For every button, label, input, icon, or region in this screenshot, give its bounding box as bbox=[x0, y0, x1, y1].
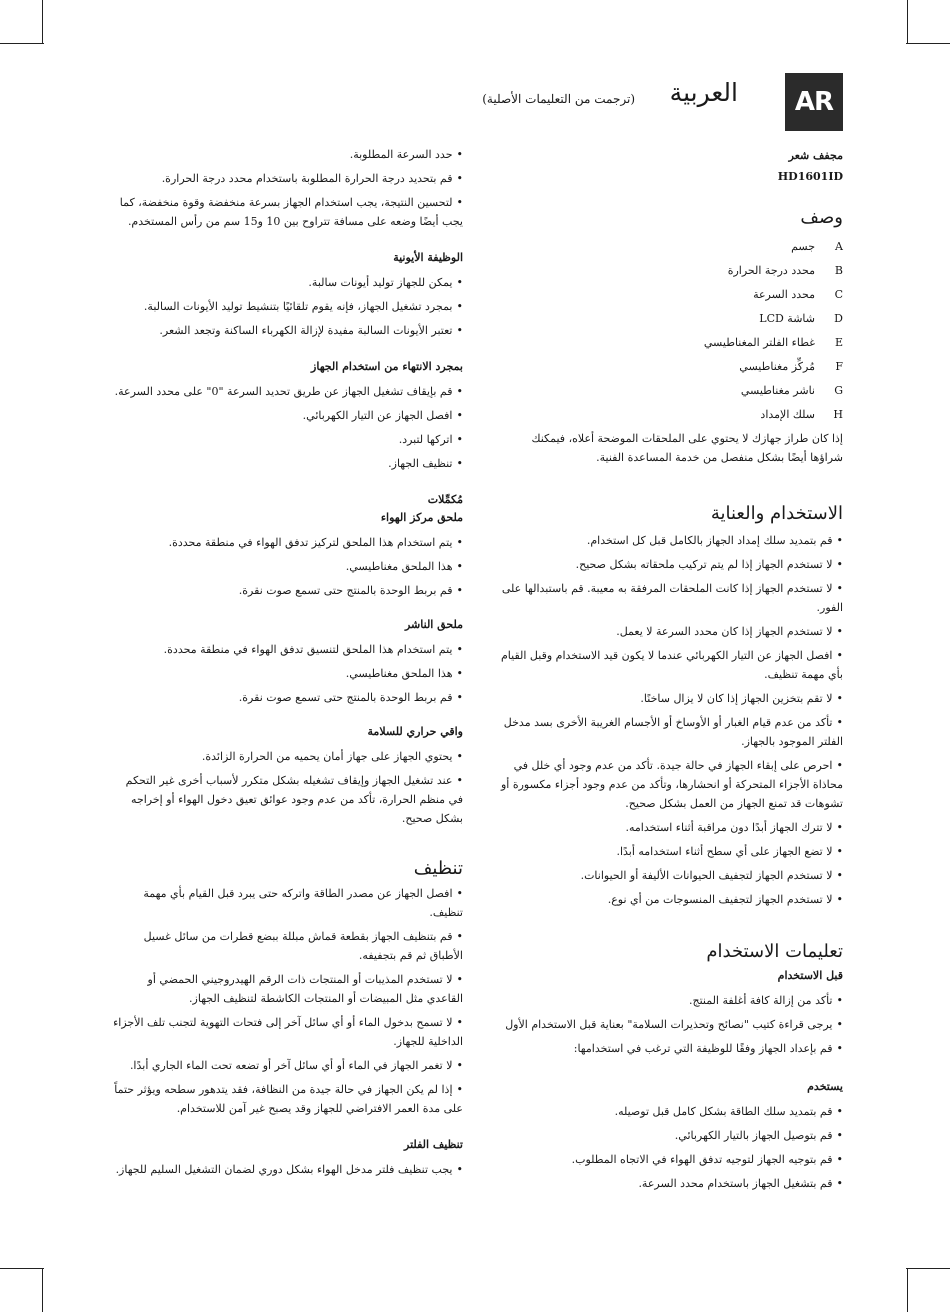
use-title: يستخدم bbox=[807, 1080, 843, 1093]
thermal-safety-title: واقي حراري للسلامة bbox=[367, 725, 463, 738]
care-list bbox=[500, 531, 843, 909]
list-item: • قم بإيقاف تشغيل الجهاز عن طريق تحديد السرعة "0" على محدد السرعة. bbox=[112, 382, 463, 401]
list-item: • قم بتشغيل الجهاز باستخدام محدد السرعة. bbox=[500, 1174, 843, 1193]
list-item: • افصل الجهاز عن التيار الكهربائي عندما لا يكون قيد الاستخدام وقبل القيام بأي مهمة تنظيف. bbox=[500, 646, 843, 684]
part-item bbox=[500, 237, 843, 256]
ionic-list bbox=[112, 273, 463, 340]
translation-note: (ترجمت من التعليمات الأصلية) bbox=[482, 92, 635, 106]
crop-mark bbox=[906, 43, 950, 44]
part-item bbox=[500, 405, 843, 424]
part-name: ناشر مغناطيسي bbox=[740, 384, 815, 397]
settings-list bbox=[112, 145, 463, 231]
list-item: • هذا الملحق مغناطيسي. bbox=[112, 557, 463, 576]
language-badge: AR bbox=[785, 73, 843, 131]
list-item: • قم بتمديد سلك إمداد الجهاز بالكامل قبل كل استخدام. bbox=[500, 531, 843, 550]
list-item: • قم بتحديد درجة الحرارة المطلوبة باستخدام محدد درجة الحرارة. bbox=[112, 169, 463, 188]
list-item: • يجب تنظيف فلتر مدخل الهواء بشكل دوري لضمان التشغيل السليم للجهاز. bbox=[112, 1160, 463, 1179]
list-item: • يحتوي الجهاز على جهاز أمان يحميه من الحرارة الزائدة. bbox=[112, 747, 463, 766]
part-letter: G bbox=[834, 384, 843, 397]
cleaning-title: تنظيف bbox=[413, 858, 463, 879]
list-item: • اتركها لتبرد. bbox=[112, 430, 463, 449]
list-item: • لا تقم بتخزين الجهاز إذا كان لا يزال ساخنًا. bbox=[500, 689, 843, 708]
list-item: • قم بربط الوحدة بالمنتج حتى تسمع صوت نقرة. bbox=[112, 688, 463, 707]
list-item: • تأكد من عدم قيام الغبار أو الأوساخ أو الأجسام الغريبة الأخرى بسد مدخل الفلتر الموجود بالجهاز. bbox=[500, 713, 843, 751]
part-item bbox=[500, 261, 843, 280]
left-column bbox=[112, 145, 463, 1184]
crop-mark bbox=[0, 43, 44, 44]
thermal-safety-list bbox=[112, 747, 463, 828]
filter-cleaning-list bbox=[112, 1160, 463, 1179]
product-model: HD1601ID bbox=[777, 170, 843, 183]
part-letter: A bbox=[835, 240, 843, 253]
part-name: شاشة LCD bbox=[759, 312, 815, 325]
list-item: • افصل الجهاز عن مصدر الطاقة واتركه حتى يبرد قبل القيام بأي مهمة تنظيف. bbox=[112, 884, 463, 922]
right-column bbox=[500, 145, 843, 1198]
list-item: • قم بإعداد الجهاز وفقًا للوظيفة التي ترغب في استخدامها: bbox=[500, 1039, 843, 1058]
list-item: • لتحسين النتيجة، يجب استخدام الجهاز بسرعة منخفضة وقوة منخفضة، كما يجب أيضًا وضعه على مسافة تتراوح بين 10 و15 سم من رأس المستخدم. bbox=[112, 193, 463, 231]
cleaning-list bbox=[112, 884, 463, 1118]
crop-mark bbox=[0, 1268, 44, 1269]
list-item: • قم بتوجيه الجهاز لتوجيه تدفق الهواء في الاتجاه المطلوب. bbox=[500, 1150, 843, 1169]
part-name: محدد درجة الحرارة bbox=[727, 264, 815, 277]
list-item: • قم بربط الوحدة بالمنتج حتى تسمع صوت نقرة. bbox=[112, 581, 463, 600]
after-use-title: بمجرد الانتهاء من استخدام الجهاز bbox=[311, 360, 463, 373]
ionic-title: الوظيفة الأيونية bbox=[393, 251, 463, 264]
part-item bbox=[500, 285, 843, 304]
part-name: جسم bbox=[791, 240, 815, 253]
list-item: • قم بتوصيل الجهاز بالتيار الكهربائي. bbox=[500, 1126, 843, 1145]
after-use-list bbox=[112, 382, 463, 473]
crop-mark bbox=[907, 1268, 908, 1312]
list-item: • يتم استخدام هذا الملحق لتركيز تدفق الهواء في منطقة محددة. bbox=[112, 533, 463, 552]
list-item: • لا تستخدم الجهاز لتجفيف المنسوجات من أي نوع. bbox=[500, 890, 843, 909]
list-item: • لا تستخدم المذيبات أو المنتجات ذات الرقم الهيدروجيني الحمضي أو القاعدي مثل المبيضات أو المنتجات الكاشطة لتنظيف الجهاز. bbox=[112, 970, 463, 1008]
list-item: • تعتبر الأيونات السالبة مفيدة لإزالة الكهرباء الساكنة وتجعد الشعر. bbox=[112, 321, 463, 340]
before-use-list bbox=[500, 991, 843, 1058]
language-title: العربية bbox=[669, 78, 738, 107]
list-item: • لا تستخدم الجهاز لتجفيف الحيوانات الأليفة أو الحيوانات. bbox=[500, 866, 843, 885]
list-item: • يمكن للجهاز توليد أيونات سالبة. bbox=[112, 273, 463, 292]
accessories-note: إذا كان طراز جهازك لا يحتوي على الملحقات الموضحة أعلاه، فيمكنك شراؤها أيضًا بشكل منفصل من خدمة المساعدة الفنية. bbox=[531, 432, 843, 464]
parts-list bbox=[500, 237, 843, 424]
concentrator-title: ملحق مركز الهواء bbox=[380, 511, 463, 524]
part-name: محدد السرعة bbox=[753, 288, 815, 301]
part-letter: E bbox=[834, 336, 843, 349]
part-letter: C bbox=[834, 288, 843, 301]
list-item: • يتم استخدام هذا الملحق لتنسيق تدفق الهواء في منطقة محددة. bbox=[112, 640, 463, 659]
part-item bbox=[500, 309, 843, 328]
list-item: • هذا الملحق مغناطيسي. bbox=[112, 664, 463, 683]
instructions-title: تعليمات الاستخدام bbox=[706, 941, 843, 962]
list-item: • تأكد من إزالة كافة أغلفة المنتج. bbox=[500, 991, 843, 1010]
list-item: • إذا لم يكن الجهاز في حالة جيدة من النظافة، فقد يتدهور سطحه ويؤثر حتماً على مدة العمر الافتراضي للجهاز وقد يصبح غير آمن للاستخدام. bbox=[112, 1080, 463, 1118]
list-item: • تنظيف الجهاز. bbox=[112, 454, 463, 473]
list-item: • لا تستخدم الجهاز إذا كان محدد السرعة لا يعمل. bbox=[500, 622, 843, 641]
diffuser-list bbox=[112, 640, 463, 707]
concentrator-list bbox=[112, 533, 463, 600]
list-item: • لا تسمح بدخول الماء أو أي سائل آخر إلى فتحات التهوية لتجنب تلف الأجزاء الداخلية للجهاز. bbox=[112, 1013, 463, 1051]
list-item: • قم بتمديد سلك الطاقة بشكل كامل قبل توصيله. bbox=[500, 1102, 843, 1121]
part-letter: H bbox=[833, 408, 843, 421]
accessories-title: مُكمِّلات bbox=[427, 493, 463, 506]
care-title: الاستخدام والعناية bbox=[710, 503, 843, 524]
list-item: • لا تستخدم الجهاز إذا كانت الملحقات المرفقة به معيبة. قم باستبدالها على الفور. bbox=[500, 579, 843, 617]
list-item: • لا تترك الجهاز أبدًا دون مراقبة أثناء استخدامه. bbox=[500, 818, 843, 837]
list-item: • قم بتنظيف الجهاز بقطعة قماش مبللة ببضع قطرات من سائل غسيل الأطباق ثم قم بتجفيفه. bbox=[112, 927, 463, 965]
crop-mark bbox=[907, 0, 908, 44]
part-letter: F bbox=[835, 360, 843, 373]
part-letter: D bbox=[834, 312, 843, 325]
part-letter: B bbox=[834, 264, 843, 277]
list-item: • لا تغمر الجهاز في الماء أو أي سائل آخر أو تضعه تحت الماء الجاري أبدًا. bbox=[112, 1056, 463, 1075]
part-item bbox=[500, 381, 843, 400]
crop-mark bbox=[42, 0, 43, 44]
part-name: مُركِّز مغناطيسي bbox=[739, 360, 815, 373]
list-item: • يرجى قراءة كتيب "نصائح وتحذيرات السلامة" بعناية قبل الاستخدام الأول bbox=[500, 1015, 843, 1034]
list-item: • لا تضع الجهاز على أي سطح أثناء استخدامه أبدًا. bbox=[500, 842, 843, 861]
list-item: • عند تشغيل الجهاز وإيقاف تشغيله بشكل متكرر لأسباب أخرى غير التحكم في منظم الحرارة، تأكد من عدم وجود عوائق تعيق دخول الهواء أو إخراجه بشكل صحيح. bbox=[112, 771, 463, 828]
filter-cleaning-title: تنظيف الفلتر bbox=[404, 1138, 463, 1151]
product-name: مجفف شعر bbox=[788, 149, 843, 162]
before-use-title: قبل الاستخدام bbox=[777, 969, 843, 982]
use-list bbox=[500, 1102, 843, 1193]
part-item bbox=[500, 357, 843, 376]
list-item: • لا تستخدم الجهاز إذا لم يتم تركيب ملحقاته بشكل صحيح. bbox=[500, 555, 843, 574]
diffuser-title: ملحق الناشر bbox=[404, 618, 463, 631]
list-item: • احرص على إبقاء الجهاز في حالة جيدة. تأكد من عدم وجود أي خلل في محاذاة الأجزاء المتحركة أو انحشارها، وتأكد من عدم وجود أجزاء مكسورة أو تشوهات قد تمنع الجهاز من العمل بشكل صحيح. bbox=[500, 756, 843, 813]
list-item: • بمجرد تشغيل الجهاز، فإنه يقوم تلقائيًا بتنشيط توليد الأيونات السالبة. bbox=[112, 297, 463, 316]
part-name: سلك الإمداد bbox=[760, 408, 815, 421]
part-item bbox=[500, 333, 843, 352]
list-item: • حدد السرعة المطلوبة. bbox=[112, 145, 463, 164]
crop-mark bbox=[42, 1268, 43, 1312]
crop-mark bbox=[906, 1268, 950, 1269]
description-title: وصف bbox=[800, 207, 843, 228]
part-name: غطاء الفلتر المغناطيسي bbox=[703, 336, 815, 349]
list-item: • افصل الجهاز عن التيار الكهربائي. bbox=[112, 406, 463, 425]
